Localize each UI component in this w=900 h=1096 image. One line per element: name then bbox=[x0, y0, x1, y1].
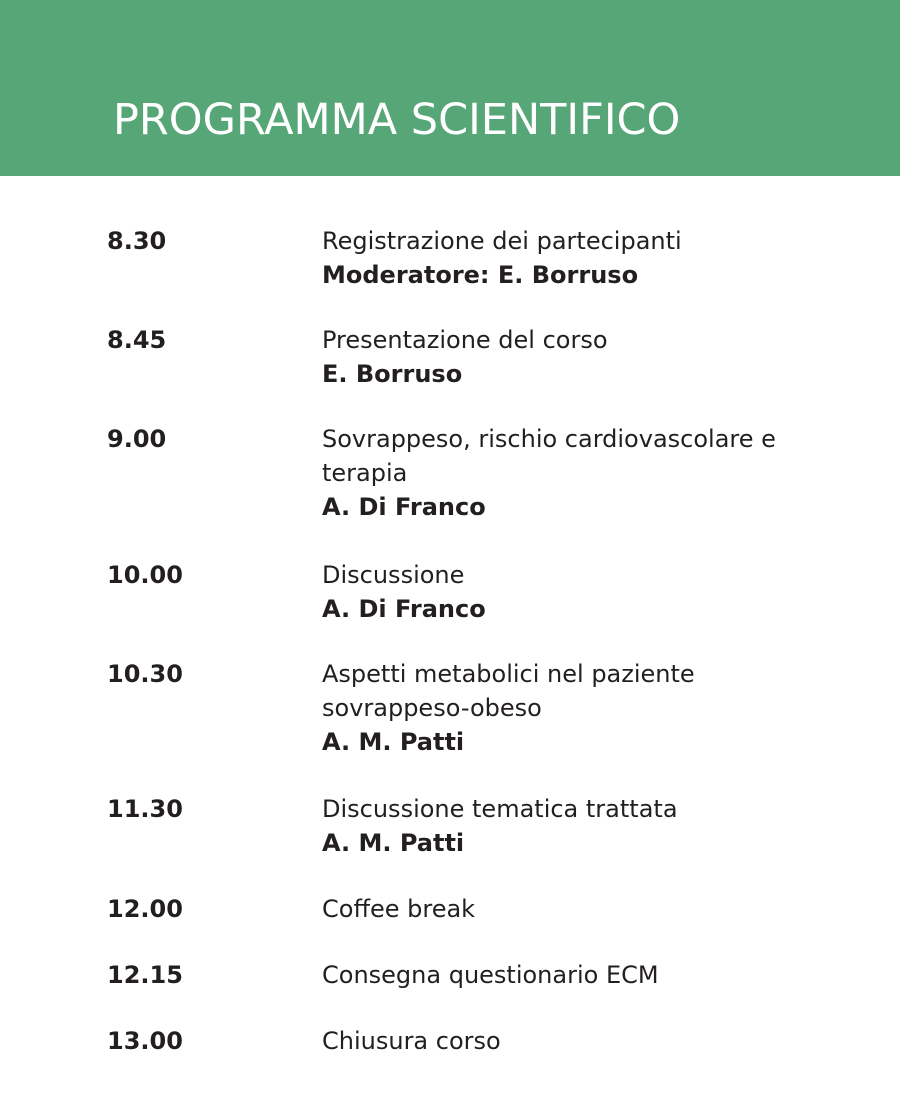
session-time: 8.45 bbox=[107, 326, 167, 354]
session-topic: Aspetti metabolici nel paziente bbox=[322, 660, 695, 688]
session-topic: sovrappeso-obeso bbox=[322, 694, 542, 722]
session-detail bbox=[322, 1024, 842, 1058]
session-speaker: Moderatore: E. Borruso bbox=[322, 261, 639, 289]
session-topic: Registrazione dei partecipanti bbox=[322, 227, 682, 255]
session-speaker: A. M. Patti bbox=[322, 728, 465, 756]
session-topic: Discussione bbox=[322, 561, 465, 589]
session-topic: terapia bbox=[322, 459, 408, 487]
session-time: 11.30 bbox=[107, 795, 183, 823]
session-detail bbox=[322, 958, 842, 992]
session-time: 10.30 bbox=[107, 660, 183, 688]
session-time: 10.00 bbox=[107, 561, 183, 589]
session-topic: Discussione tematica trattata bbox=[322, 795, 678, 823]
session-topic: Coffee break bbox=[322, 895, 476, 923]
session-time: 12.00 bbox=[107, 895, 183, 923]
session-time: 8.30 bbox=[107, 227, 167, 255]
session-topic: Consegna questionario ECM bbox=[322, 961, 659, 989]
session-speaker: A. Di Franco bbox=[322, 595, 486, 623]
session-time: 9.00 bbox=[107, 425, 167, 453]
session-topic: Chiusura corso bbox=[322, 1027, 501, 1055]
session-speaker: A. Di Franco bbox=[322, 493, 486, 521]
session-speaker: E. Borruso bbox=[322, 360, 463, 388]
session-detail bbox=[322, 224, 842, 292]
session-topic: Sovrappeso, rischio cardiovascolare e bbox=[322, 425, 776, 453]
session-detail bbox=[322, 558, 842, 626]
session-speaker: A. M. Patti bbox=[322, 829, 465, 857]
session-time: 12.15 bbox=[107, 961, 183, 989]
session-detail bbox=[322, 422, 842, 524]
session-time: 13.00 bbox=[107, 1027, 183, 1055]
session-detail bbox=[322, 792, 842, 860]
session-topic: Presentazione del corso bbox=[322, 326, 608, 354]
page-title: PROGRAMMA SCIENTIFICO bbox=[113, 95, 681, 145]
session-detail bbox=[322, 657, 842, 759]
session-detail bbox=[322, 892, 842, 926]
session-detail bbox=[322, 323, 842, 391]
